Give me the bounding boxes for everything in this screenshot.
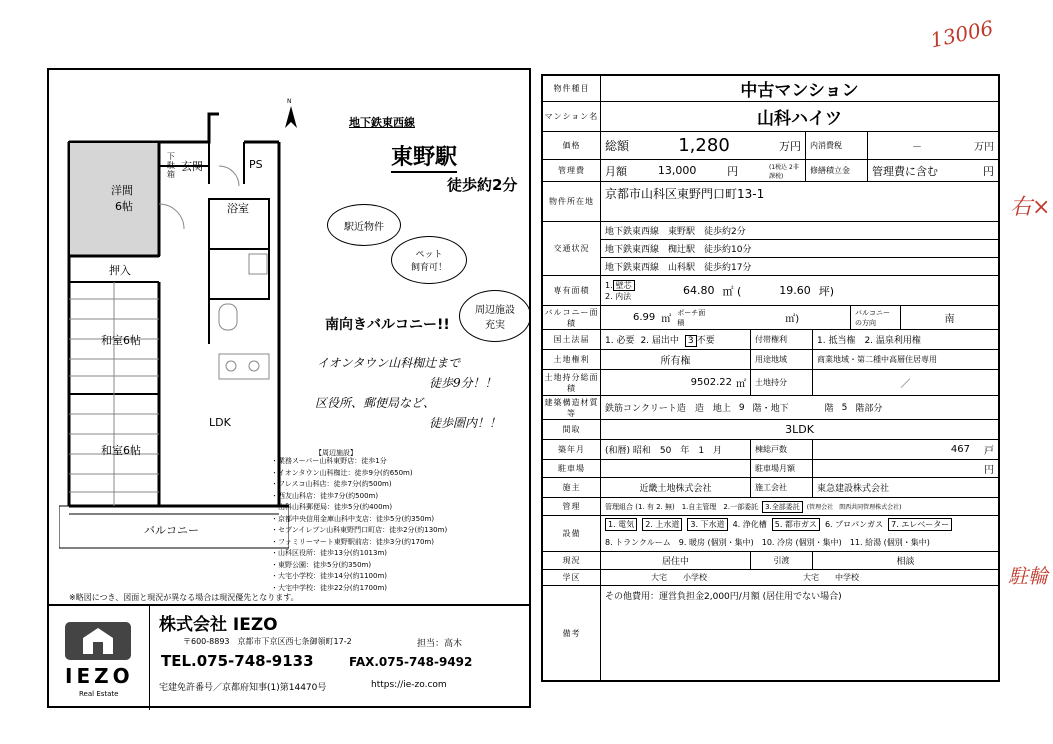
facility-item: ・イオンタウン山科椥辻：徒歩9分(約650m) [271, 468, 413, 477]
balcony-area-cell [601, 306, 851, 329]
company-address: 〒600-8893 京都市下京区西七条御領町17-2 [183, 637, 352, 646]
parking-fee-unit: 円 [984, 465, 994, 476]
units-value: 467 [950, 444, 970, 455]
equip-cooling: 10. 冷房 (個別・集中) [761, 537, 842, 547]
land-law-opt-3-selected: 3 [685, 335, 697, 347]
tax-header: 内消費税 [806, 132, 868, 159]
bubble-facility-text-1: 周辺施設 [475, 305, 515, 316]
rights-value: 1. 抵当権 2. 温泉利用権 [817, 336, 921, 346]
handover-header: 引渡 [751, 552, 813, 569]
equipment-row-1 [601, 516, 998, 534]
western-room-size: 6帖 [115, 200, 133, 213]
western-room-label: 洋間 [111, 184, 133, 197]
facility-item: ・大宅小学校：徒歩14分(約1100m) [271, 572, 388, 580]
facility-item: ・セブンイレブン山科東野門口町店：徒歩2分(約130m) [271, 526, 448, 534]
management-company: (管理会社 関西共同管理株式会社) [806, 504, 902, 511]
repair-value: 管理費に含む [872, 164, 938, 178]
tax-value: － [912, 142, 922, 153]
facilities-list [271, 456, 447, 594]
equip-elevator: 7. エレベーター [888, 518, 952, 531]
builder-value: 東急建設株式会社 [817, 484, 890, 494]
structure-value: 鉄筋コンクリート造 造 地上 [605, 404, 731, 414]
built-header: 築年月 [543, 440, 601, 459]
bubble-facility-text-2: 充実 [485, 320, 505, 331]
note-line-2: 徒歩9分！！ [429, 376, 497, 390]
station-name: 東野駅 [391, 140, 457, 173]
share-value: ／ [900, 379, 911, 390]
traffic-item: 地下鉄東西線 椥辻駅 徒歩約10分 [601, 240, 998, 258]
tax-cell [868, 132, 998, 159]
management-selected: 3.全部委託 [762, 501, 803, 513]
junior-high-school: 大宅 [803, 573, 819, 582]
tsubo-unit: 坪) [818, 284, 835, 298]
area-unit: ㎡ ( [722, 284, 742, 298]
facility-item: ・西友山科店：徒歩7分(約500m) [271, 491, 379, 500]
bubble-pet-text-1: ペット [415, 250, 443, 260]
land-law-opt-3 [685, 333, 715, 346]
balcony-area-unit: ㎡ [661, 314, 672, 325]
area-value: 64.80 [683, 284, 715, 297]
balcony-area-header: バルコニー面積 [543, 306, 601, 329]
porch-header: ポーチ面積 [677, 308, 706, 327]
company-staff: 担当：高木 [417, 639, 463, 649]
floors-value: 9 [738, 402, 745, 413]
property-address: 京都市山科区東野門口町13-1 [605, 187, 765, 201]
company-tel: TEL.075-748-9133 [161, 652, 314, 670]
equip-gas: 5. 都市ガス [772, 518, 820, 531]
equip-water: 2. 上水道 [642, 518, 682, 531]
facility-item: ・山科区役所：徒歩13分(約1013m) [271, 549, 388, 557]
type-header: 物件種目 [543, 76, 601, 101]
facility-item: ・ファミリーマート東野駅前店：徒歩3分(約170m) [271, 537, 434, 546]
bubble-facility [459, 290, 531, 342]
area-type [601, 276, 671, 305]
area-type-1 [605, 280, 635, 291]
management-header: 管理 [543, 498, 601, 515]
equipment-header: 設備 [543, 516, 601, 551]
traffic-list [601, 222, 998, 275]
area-type-2: 2. 内法 [605, 291, 632, 301]
note-line-3: 区役所、郵便局など、 [315, 396, 436, 410]
school-cell [601, 570, 998, 585]
company-fax: FAX.075-748-9492 [349, 655, 473, 669]
bubble-near [327, 204, 401, 246]
facility-item: ・業務スーパー山科東野店：徒歩1分 [271, 457, 387, 465]
land-area-unit: ㎡ [736, 379, 746, 390]
closet-label: 押入 [109, 264, 131, 277]
equip-propane: 6. プロパンガス [824, 520, 884, 530]
equip-sewer: 3. 下水道 [687, 518, 727, 531]
floorplan-panel [47, 68, 531, 708]
price-label: 総額 [605, 139, 630, 153]
area-header: 専有面積 [543, 276, 601, 305]
logo-text: IEZO [65, 664, 134, 688]
equip-septic: 4. 浄化槽 [732, 520, 767, 530]
land-area-value: 9502.22 [690, 377, 732, 388]
station-line: 地下鉄東西線 [349, 116, 415, 129]
property-name: 山科ハイツ [757, 109, 842, 129]
units-cell [813, 440, 998, 459]
land-area-cell [601, 370, 751, 395]
tsubo-value: 19.60 [779, 284, 811, 297]
price-cell [601, 132, 806, 159]
traffic-item: 地下鉄東西線 東野駅 徒歩約2分 [601, 222, 998, 240]
company-url[interactable]: https://ie-zo.com [371, 680, 447, 690]
price-header: 価格 [543, 132, 601, 159]
structure-cell [601, 396, 998, 419]
disclaimer: ※略図につき、図面と現況が異なる場合は現況優先となります。 [69, 593, 299, 602]
station-walk: 徒歩約2分 [447, 176, 518, 194]
structure-header: 建築構造材質等 [543, 396, 601, 419]
address-header: 物件所在地 [543, 182, 601, 221]
equip-trunk: 8. トランクルーム [605, 537, 671, 547]
facility-item: ・京都中央信用金庫山科中支店：徒歩5分(約350m) [271, 514, 435, 523]
floor-value: 5 [841, 402, 848, 413]
equip-electric: 1. 電気 [605, 518, 637, 531]
equip-heating: 9. 暖房 (個別・集中) [678, 537, 754, 547]
porch-unit: ㎡) [785, 314, 800, 325]
land-area-header: 土地持分総面積 [543, 370, 601, 395]
balcony-area-value: 6.99 [633, 312, 656, 323]
mgmt-label: 月額 [605, 164, 627, 178]
japanese-room-1-label: 和室6帖 [101, 334, 141, 347]
equip-hotwater: 11. 給湯 (個別・集中) [849, 537, 930, 547]
land-right-value: 所有権 [601, 350, 751, 369]
remarks-header: 備考 [543, 586, 601, 680]
parking-value [601, 460, 751, 477]
note-line-4: 徒歩圏内！！ [429, 416, 502, 430]
facilities-title: 【周辺施設】 [315, 449, 357, 457]
zone-value: 商業地域・第二種中高層住居専用 [817, 355, 937, 364]
mgmt-cell [601, 160, 806, 181]
floor-unit: 階部分 [855, 404, 883, 414]
parking-fee-header: 駐車場月額 [751, 460, 813, 477]
japanese-room-2-label: 和室6帖 [101, 444, 141, 457]
share-header: 土地持分 [751, 370, 813, 395]
property-table [541, 74, 1000, 682]
status-header: 現況 [543, 552, 601, 569]
land-law-opt-3-text: 不要 [696, 336, 715, 346]
company-license: 宅建免許番号／京都府知事(1)第14470号 [159, 683, 327, 693]
status-value: 居住中 [601, 552, 751, 569]
bath-label: 浴室 [227, 202, 249, 215]
handwritten-mark: 右× [1010, 195, 1051, 220]
north-label: N [287, 98, 292, 105]
balcony-dir-header: バルコニーの方向 [851, 306, 901, 329]
remarks-value: その他費用：運営負担金2,000円/月額 (居住用でない場合) [605, 592, 842, 602]
entrance-label: 玄関 [181, 160, 203, 173]
layout-value: 3LDK [785, 423, 814, 436]
zone-header: 用途地域 [751, 350, 813, 369]
floor-header: 階 [824, 404, 834, 414]
built-value: (和暦) 昭和 50 年 1 月 [601, 440, 751, 459]
house-logo-icon [63, 616, 133, 662]
land-right-header: 土地権利 [543, 350, 601, 369]
ldk-label: LDK [209, 416, 231, 429]
units-unit: 戸 [984, 446, 994, 457]
property-type: 中古マンション [740, 81, 859, 101]
elementary-school: 大宅 [651, 573, 667, 582]
mgmt-note: (1税込 2非課税) [768, 163, 799, 180]
handwritten-number: 13006 [928, 15, 996, 53]
facility-item: ・東野公園：徒歩5分(約350m) [271, 560, 372, 569]
repair-cell [868, 160, 998, 181]
seller-header: 施主 [543, 478, 601, 497]
bubble-pet-text-2: 飼育可！ [410, 263, 447, 273]
equipment-row-2 [601, 534, 998, 552]
units-header: 棟総戸数 [751, 440, 813, 459]
seller-value: 近畿土地株式会社 [601, 478, 751, 497]
name-header: マンション名 [543, 102, 601, 131]
layout-header: 間取 [543, 420, 601, 439]
repair-unit: 円 [983, 164, 994, 178]
bubble-pet [391, 236, 467, 284]
management-options: 管理組合 (1. 有 2. 無) 1.自主管理 2.一部委託 [605, 502, 759, 511]
land-law-cell [601, 330, 751, 349]
company-name: 株式会社 IEZO [159, 615, 278, 635]
balcony-dir: 南 [944, 314, 955, 325]
floors-unit: 階・地下 [752, 404, 789, 414]
handwritten-mark-2: 駐輪 [1008, 564, 1048, 588]
parking-header: 駐車場 [543, 460, 601, 477]
balcony-note: 南向きバルコニー!! [325, 317, 450, 333]
facility-item: ・山科山科郵便局：徒歩5分(約400m) [271, 503, 393, 511]
equipment-cell [601, 516, 998, 551]
company-block [49, 604, 529, 710]
traffic-header: 交通状況 [543, 222, 601, 275]
price-unit: 万円 [778, 139, 801, 153]
company-logo [49, 606, 150, 710]
mgmt-unit: 円 [727, 164, 739, 178]
land-law-opt-2: 2. 届出中 [640, 336, 679, 346]
bubble-near-text: 駅近物件 [344, 221, 384, 233]
facility-item: ・大宅中学校：徒歩22分(約1700m) [271, 583, 388, 592]
land-law-header: 国土法届 [543, 330, 601, 349]
land-law-opt-1: 1. 必要 [605, 336, 635, 346]
management-cell [601, 498, 998, 515]
price-value: 1,280 [678, 135, 730, 156]
builder-header: 施工会社 [751, 478, 813, 497]
facility-item: ・フレスコ山科店：徒歩7分(約500m) [271, 480, 392, 488]
handover-value: 相談 [896, 557, 915, 567]
area-type-1-num: 1. [605, 280, 613, 290]
logo-sub: Real Estate [79, 690, 119, 698]
school-header: 学区 [543, 570, 601, 585]
area-type-1-selected: 壁芯 [613, 280, 635, 291]
traffic-item: 地下鉄東西線 山科駅 徒歩約17分 [605, 263, 752, 273]
shoe-box-label: 下駄箱 [167, 152, 175, 179]
balcony-label: バルコニー [144, 524, 199, 537]
tax-unit: 万円 [974, 142, 994, 153]
mgmt-header: 管理費 [543, 160, 601, 181]
mgmt-value: 13,000 [657, 164, 697, 177]
junior-high-school-unit: 中学校 [835, 573, 859, 582]
area-cell [671, 276, 998, 305]
elementary-school-unit: 小学校 [683, 573, 707, 582]
ps-label: PS [249, 158, 263, 171]
note-line-1: イオンタウン山科椥辻まで [317, 356, 461, 370]
repair-header: 修繕積立金 [806, 160, 868, 181]
rights-header: 付帯権利 [751, 330, 813, 349]
